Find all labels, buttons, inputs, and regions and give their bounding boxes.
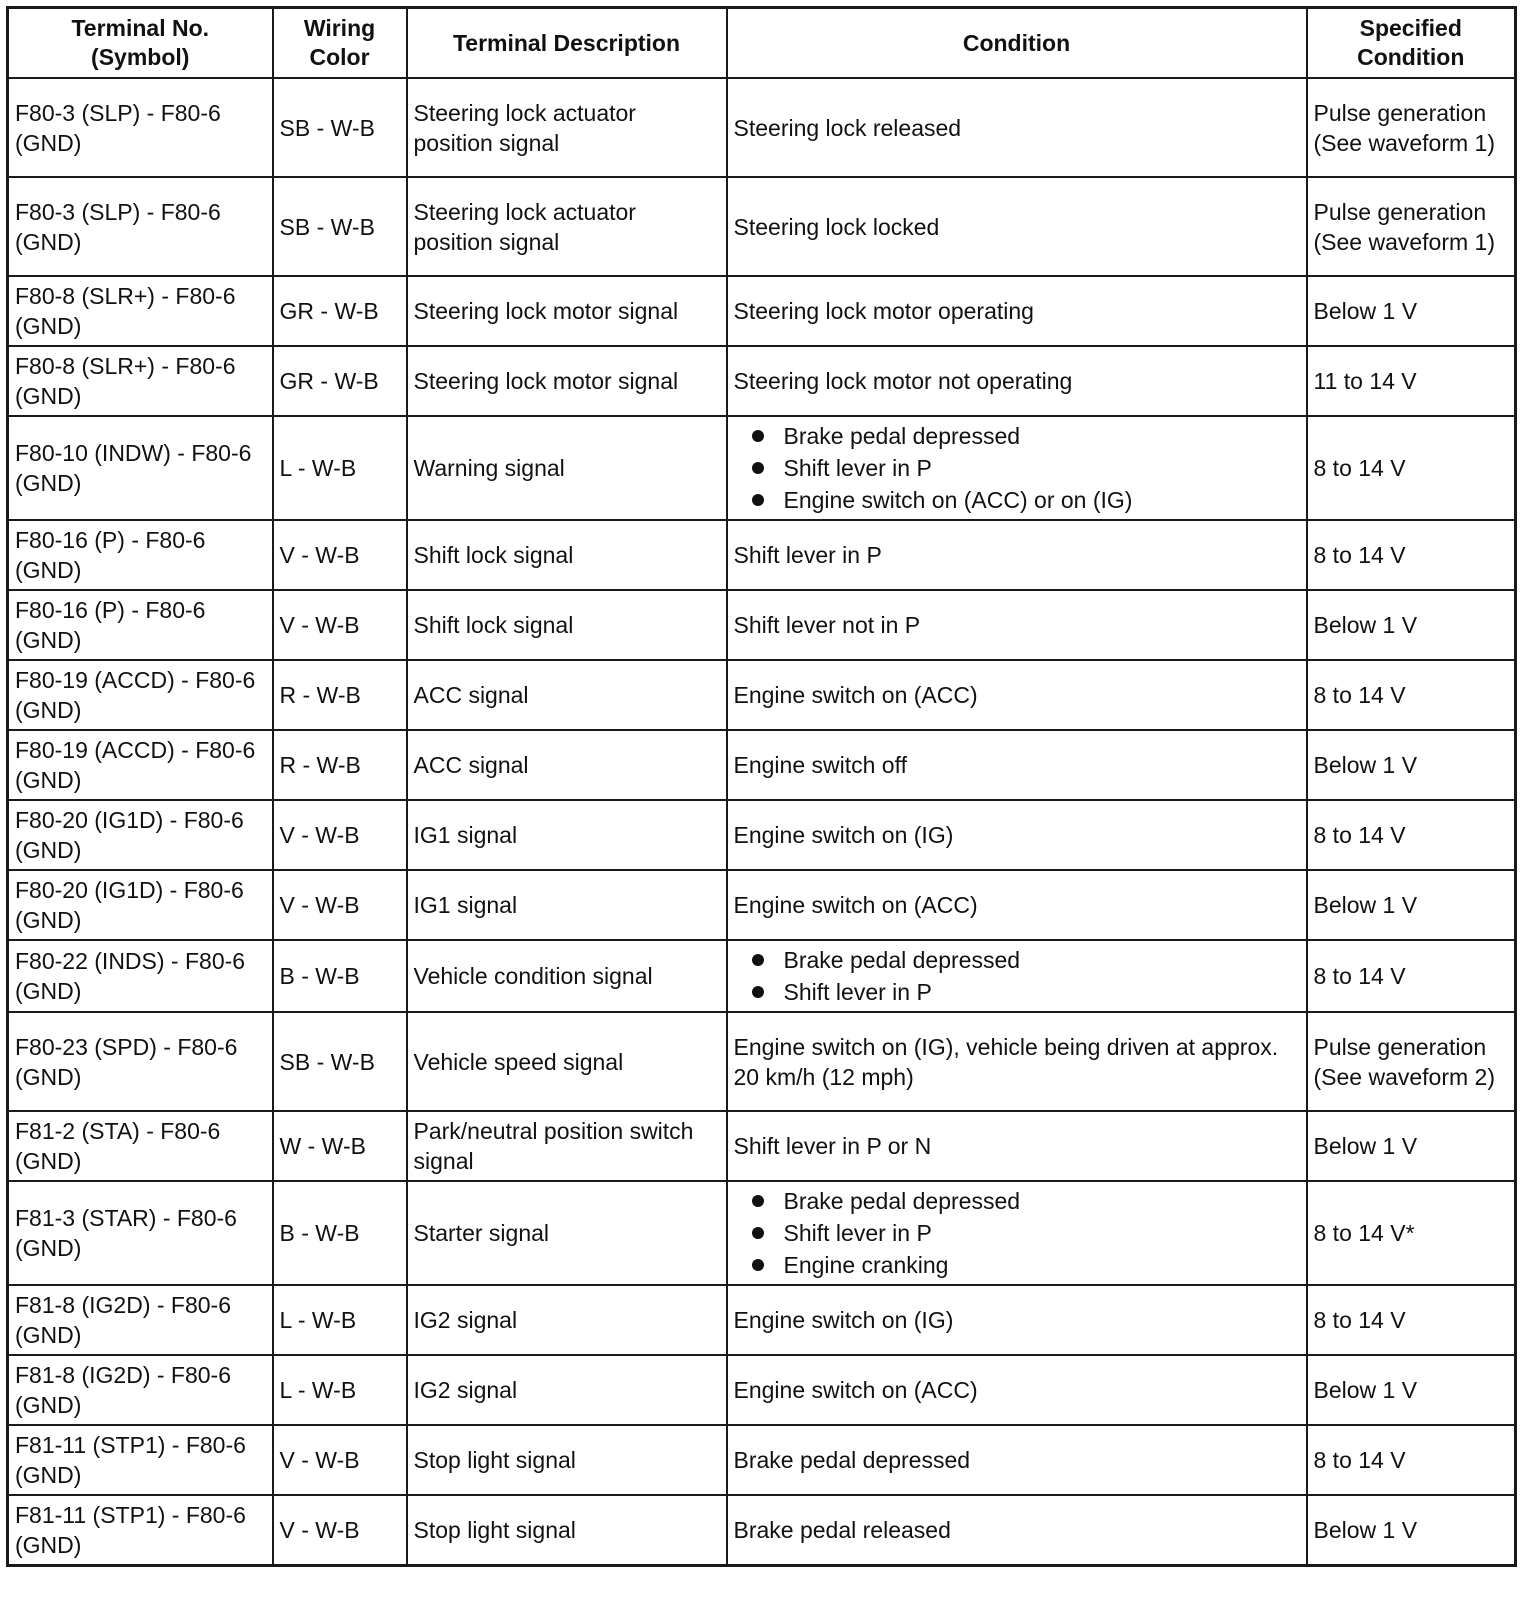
table-row [8, 346, 1516, 416]
terminal-cell: F80-20 (IG1D) - F80-6 (GND) [8, 870, 273, 940]
header-description: Terminal Description [407, 8, 727, 79]
header-wiring-line2: Color [309, 44, 370, 70]
terminal-cell: F80-10 (INDW) - F80-6 (GND) [8, 416, 273, 520]
table-header [8, 8, 1516, 79]
condition-list-item: Shift lever in P [748, 452, 1300, 484]
specified-condition-cell: 8 to 14 V [1307, 1285, 1516, 1355]
wiring-color-cell: V - W-B [273, 870, 407, 940]
terminal-cell: F81-8 (IG2D) - F80-6 (GND) [8, 1285, 273, 1355]
condition-cell: Brake pedal released [727, 1495, 1307, 1565]
table-row [8, 177, 1516, 276]
table-row [8, 1355, 1516, 1425]
terminal-cell: F81-11 (STP1) - F80-6 (GND) [8, 1425, 273, 1495]
table-row [8, 660, 1516, 730]
table-row [8, 870, 1516, 940]
wiring-color-cell: W - W-B [273, 1111, 407, 1181]
condition-list-item: Brake pedal depressed [748, 1185, 1300, 1217]
header-condition: Condition [727, 8, 1307, 79]
terminal-cell: F80-20 (IG1D) - F80-6 (GND) [8, 800, 273, 870]
terminal-cell: F81-2 (STA) - F80-6 (GND) [8, 1111, 273, 1181]
specified-condition-cell: Pulse generation (See waveform 1) [1307, 78, 1516, 177]
wiring-color-cell: R - W-B [273, 730, 407, 800]
description-cell: IG1 signal [407, 870, 727, 940]
specified-condition-cell: 8 to 14 V [1307, 800, 1516, 870]
table-row [8, 730, 1516, 800]
table-row [8, 1285, 1516, 1355]
condition-cell [727, 940, 1307, 1012]
wiring-color-cell: SB - W-B [273, 1012, 407, 1111]
condition-list [734, 944, 1300, 1008]
specified-condition-cell: Pulse generation (See waveform 1) [1307, 177, 1516, 276]
specified-condition-cell: 8 to 14 V [1307, 660, 1516, 730]
header-wiring-line1: Wiring [303, 15, 376, 41]
terminal-spec-sheet [6, 6, 1514, 1567]
description-cell: ACC signal [407, 660, 727, 730]
wiring-color-cell: V - W-B [273, 590, 407, 660]
terminal-cell: F80-16 (P) - F80-6 (GND) [8, 590, 273, 660]
description-cell: Stop light signal [407, 1495, 727, 1565]
header-specified-line2: Condition [1357, 44, 1465, 70]
terminal-cell: F81-11 (STP1) - F80-6 (GND) [8, 1495, 273, 1565]
condition-cell: Engine switch on (ACC) [727, 1355, 1307, 1425]
description-cell: Steering lock actuator position signal [407, 177, 727, 276]
description-cell: Shift lock signal [407, 590, 727, 660]
condition-cell [727, 1181, 1307, 1285]
description-cell: ACC signal [407, 730, 727, 800]
condition-cell: Shift lever in P or N [727, 1111, 1307, 1181]
condition-cell: Engine switch on (ACC) [727, 660, 1307, 730]
condition-list-item: Engine cranking [748, 1249, 1300, 1281]
condition-cell: Engine switch on (IG) [727, 800, 1307, 870]
table-row [8, 1111, 1516, 1181]
wiring-color-cell: R - W-B [273, 660, 407, 730]
wiring-color-cell: L - W-B [273, 1285, 407, 1355]
terminal-cell: F80-19 (ACCD) - F80-6 (GND) [8, 660, 273, 730]
description-cell: Starter signal [407, 1181, 727, 1285]
condition-cell: Steering lock motor operating [727, 276, 1307, 346]
table-row [8, 520, 1516, 590]
header-specified [1307, 8, 1516, 79]
condition-list-item: Shift lever in P [748, 976, 1300, 1008]
condition-list-item: Shift lever in P [748, 1217, 1300, 1249]
condition-list-item: Brake pedal depressed [748, 944, 1300, 976]
description-cell: Steering lock motor signal [407, 346, 727, 416]
condition-list [734, 420, 1300, 516]
description-cell: Steering lock actuator position signal [407, 78, 727, 177]
specified-condition-cell: Pulse generation (See waveform 2) [1307, 1012, 1516, 1111]
table-body [8, 78, 1516, 1565]
condition-cell: Engine switch on (ACC) [727, 870, 1307, 940]
header-terminal-line2: (Symbol) [91, 44, 190, 70]
condition-list [734, 1185, 1300, 1281]
wiring-color-cell: GR - W-B [273, 276, 407, 346]
wiring-color-cell: SB - W-B [273, 78, 407, 177]
specified-condition-cell: Below 1 V [1307, 1111, 1516, 1181]
description-cell: Shift lock signal [407, 520, 727, 590]
header-row [8, 8, 1516, 79]
wiring-color-cell: SB - W-B [273, 177, 407, 276]
description-cell: IG2 signal [407, 1355, 727, 1425]
description-cell: Steering lock motor signal [407, 276, 727, 346]
condition-cell: Steering lock released [727, 78, 1307, 177]
specified-condition-cell: 8 to 14 V [1307, 1425, 1516, 1495]
header-wiring-color [273, 8, 407, 79]
terminal-cell: F80-16 (P) - F80-6 (GND) [8, 520, 273, 590]
description-cell: IG1 signal [407, 800, 727, 870]
condition-cell: Steering lock locked [727, 177, 1307, 276]
specified-condition-cell: Below 1 V [1307, 870, 1516, 940]
header-specified-line1: Specified [1359, 15, 1462, 41]
terminal-cell: F81-3 (STAR) - F80-6 (GND) [8, 1181, 273, 1285]
wiring-color-cell: V - W-B [273, 1495, 407, 1565]
wiring-color-cell: GR - W-B [273, 346, 407, 416]
terminal-cell: F80-8 (SLR+) - F80-6 (GND) [8, 346, 273, 416]
terminal-cell: F80-3 (SLP) - F80-6 (GND) [8, 177, 273, 276]
table-row [8, 1425, 1516, 1495]
terminal-spec-table [6, 6, 1517, 1567]
condition-cell: Shift lever in P [727, 520, 1307, 590]
specified-condition-cell: 8 to 14 V [1307, 416, 1516, 520]
table-row [8, 276, 1516, 346]
condition-list-item: Engine switch on (ACC) or on (IG) [748, 484, 1300, 516]
condition-cell: Engine switch off [727, 730, 1307, 800]
header-terminal [8, 8, 273, 79]
condition-cell: Engine switch on (IG), vehicle being driven at approx. 20 km/h (12 mph) [727, 1012, 1307, 1111]
description-cell: Vehicle condition signal [407, 940, 727, 1012]
terminal-cell: F80-22 (INDS) - F80-6 (GND) [8, 940, 273, 1012]
wiring-color-cell: L - W-B [273, 416, 407, 520]
specified-condition-cell: Below 1 V [1307, 1355, 1516, 1425]
specified-condition-cell: Below 1 V [1307, 276, 1516, 346]
table-row [8, 1012, 1516, 1111]
condition-list-item: Brake pedal depressed [748, 420, 1300, 452]
terminal-cell: F80-19 (ACCD) - F80-6 (GND) [8, 730, 273, 800]
specified-condition-cell: 8 to 14 V [1307, 940, 1516, 1012]
table-row [8, 940, 1516, 1012]
specified-condition-cell: Below 1 V [1307, 1495, 1516, 1565]
wiring-color-cell: V - W-B [273, 800, 407, 870]
table-row [8, 1495, 1516, 1565]
description-cell: IG2 signal [407, 1285, 727, 1355]
description-cell: Vehicle speed signal [407, 1012, 727, 1111]
condition-cell: Shift lever not in P [727, 590, 1307, 660]
specified-condition-cell: 8 to 14 V [1307, 520, 1516, 590]
table-row [8, 590, 1516, 660]
condition-cell: Steering lock motor not operating [727, 346, 1307, 416]
terminal-cell: F80-23 (SPD) - F80-6 (GND) [8, 1012, 273, 1111]
terminal-cell: F80-3 (SLP) - F80-6 (GND) [8, 78, 273, 177]
header-terminal-line1: Terminal No. [71, 15, 210, 41]
description-cell: Stop light signal [407, 1425, 727, 1495]
condition-cell [727, 416, 1307, 520]
description-cell: Warning signal [407, 416, 727, 520]
description-cell: Park/neutral position switch signal [407, 1111, 727, 1181]
wiring-color-cell: V - W-B [273, 520, 407, 590]
specified-condition-cell: Below 1 V [1307, 590, 1516, 660]
wiring-color-cell: L - W-B [273, 1355, 407, 1425]
wiring-color-cell: V - W-B [273, 1425, 407, 1495]
wiring-color-cell: B - W-B [273, 940, 407, 1012]
specified-condition-cell: 11 to 14 V [1307, 346, 1516, 416]
terminal-cell: F80-8 (SLR+) - F80-6 (GND) [8, 276, 273, 346]
table-row [8, 800, 1516, 870]
wiring-color-cell: B - W-B [273, 1181, 407, 1285]
specified-condition-cell: Below 1 V [1307, 730, 1516, 800]
table-row [8, 78, 1516, 177]
table-row [8, 416, 1516, 520]
condition-cell: Brake pedal depressed [727, 1425, 1307, 1495]
table-row [8, 1181, 1516, 1285]
condition-cell: Engine switch on (IG) [727, 1285, 1307, 1355]
terminal-cell: F81-8 (IG2D) - F80-6 (GND) [8, 1355, 273, 1425]
specified-condition-cell: 8 to 14 V* [1307, 1181, 1516, 1285]
